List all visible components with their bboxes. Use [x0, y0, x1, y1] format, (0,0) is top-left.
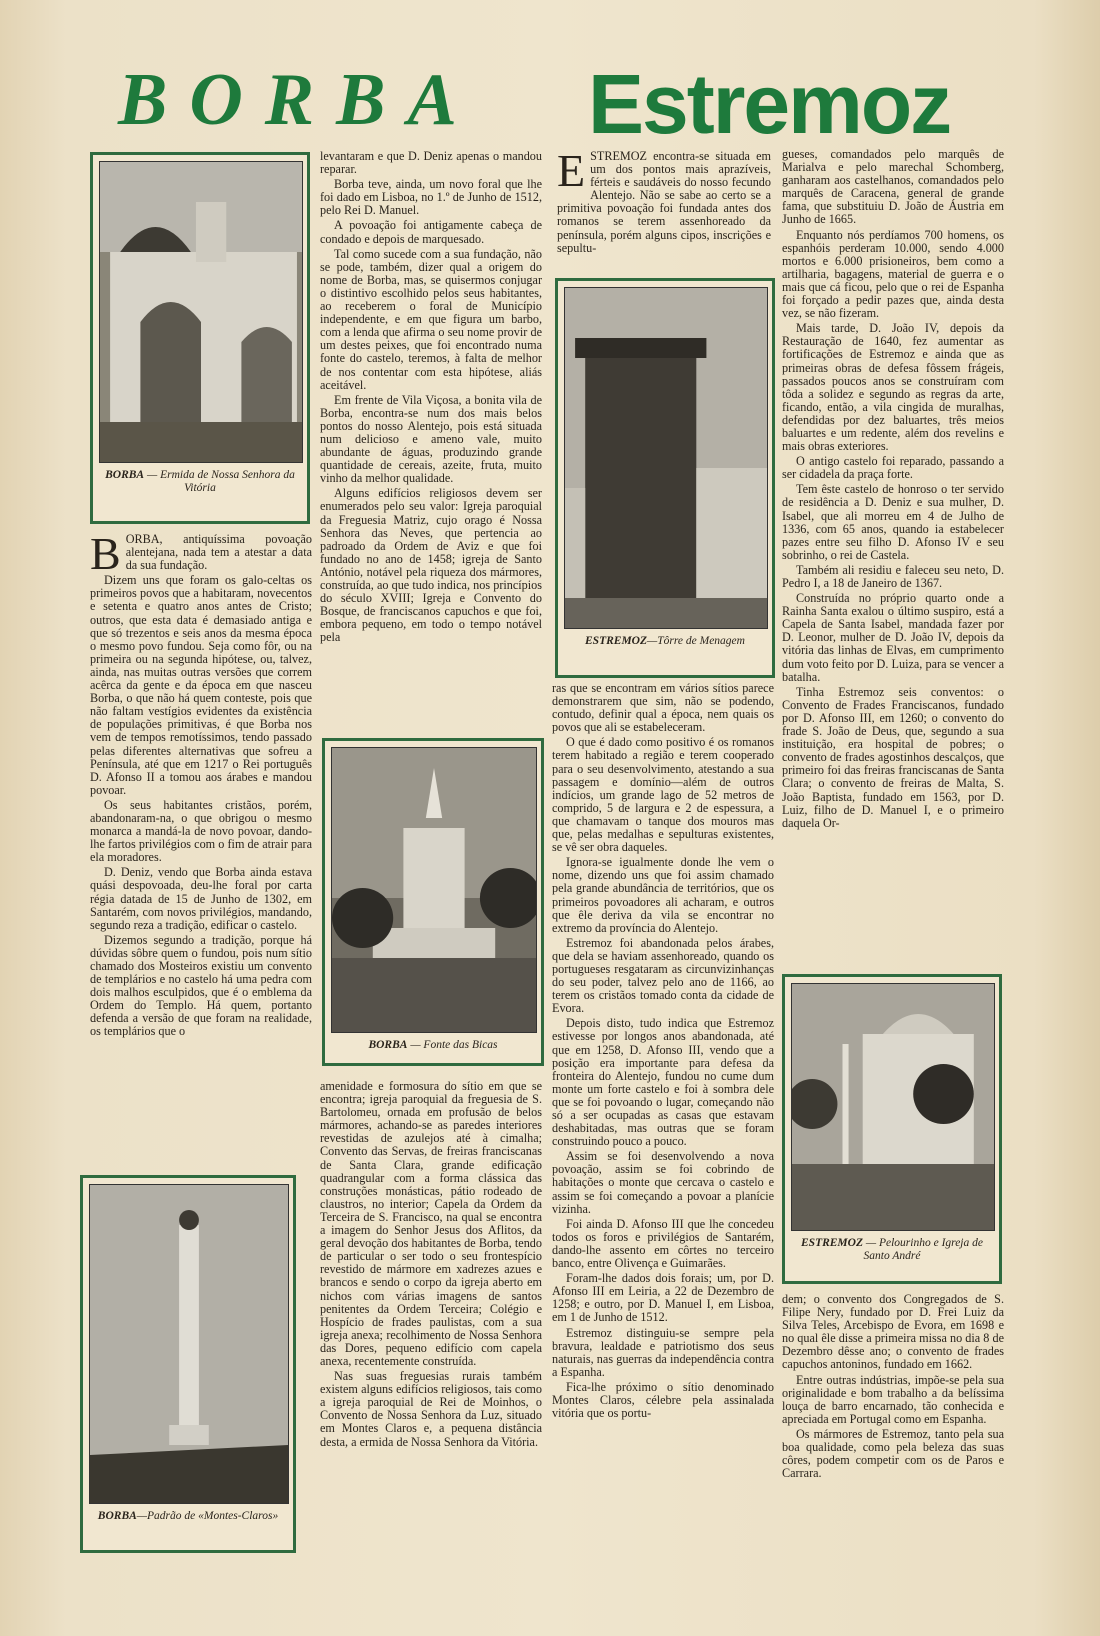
title-estremoz: Estremoz: [588, 57, 951, 151]
col3-p9: Foram-lhe dados dois forais; um, por D. Afonso III em Leiria, a 22 de Dezembro de 1258; e outro, por D. Manuel I, em Lisboa, em 1 de Junho de 1512.: [552, 1271, 774, 1325]
col2-p2: Borba teve, ainda, um novo foral que lhe foi dado em Lisboa, no 1.º de Junho de 1512, pelo Rei D. Manuel.: [320, 177, 542, 218]
title-borba: BORBA: [118, 59, 479, 141]
photo-ermida: [90, 152, 310, 524]
torre-photo: [564, 287, 768, 629]
ermida-photo: [99, 161, 303, 463]
col3-p4: Ignora-se igualmente donde lhe vem o nome, dizendo uns que foi assim chamado pela grande abundância de territórios, que os primeiros povoadores ali acharam, e outros que êle deriva da vila se encontrar no extremo da província do Alentejo.: [552, 855, 774, 935]
column-3-bottom: [552, 682, 774, 1422]
col2-p6: Alguns edifícios religiosos devem ser enumerados pelo seu valor: Igreja paroquial da Freguesia Matriz, cujo orago é Nossa Senhora das Neves, que pertencia ao padroado da Ordem de Aviz e que foi fundado no ano de 1458; igreja de Santo António, notável pela riqueza dos mármores, construída, ao que tudo indica, nos princípios do século XVIII; Igreja e Convento do Bosque, de franciscanos capuchos e que foi, embora pequeno, em todo o tempo notável pela: [320, 486, 542, 645]
pelourinho-photo: [791, 983, 995, 1231]
col4-p5: Tem êste castelo de honroso o ter servido de residência a D. Deniz e sua mulher, D. Isabel, que ali morreu em 4 de Julho de 1336, com 65 anos, quando ia estabelecer pazes entre seu filho D. Afonso IV e seu sobrinho, o rei de Castela.: [782, 482, 1004, 562]
col1-p5: Dizemos segundo a tradição, porque há dúvidas sôbre quem o fundou, pois num sítio chamado dos Mosteiros existiu um convento de templários e no castelo há uma pedra com dois malhos esculpidos, que é o emblema da Ordem do Templo. Há quem, portanto defenda a versão de que foram na realidade, os templários que o: [90, 932, 312, 1039]
column-1: [90, 528, 312, 1041]
col2-p8: Nas suas freguesias rurais também existem alguns edifícios religiosos, tais como a igreja paroquial de Rei de Moinhos, o Convento de Nossa Senhora da Luz, situado em Montes Claros e, a pequena distância desta, a ermida de Nossa Senhora da Vitória.: [320, 1369, 542, 1449]
col4-p9: dem; o convento dos Congregados de S. Filipe Nery, fundado por D. Frei Luiz da Silva Teles, Arcebispo de Evora, em 1698 e no qual êle disse a primeira missa no dia 8 de Dezembro dêsse ano; o convento de frades capuchos antoninos, fundado em 1662.: [782, 1292, 1004, 1372]
photo-pelourinho: [782, 974, 1002, 1284]
col4-p1: gueses, comandados pelo marquês de Marialva e pelo marechal Schomberg, ganharam aos castelhanos, comandados pelo marquês de Caracena, general de grande fama, que substituiu D. João de Áustria em Junho de 1665.: [782, 147, 1004, 227]
col3-p1: ESTREMOZ encontra-se situada em um dos pontos mais aprazíveis, férteis e saudáveis do nosso fecundo Alentejo. Não se sabe ao certo se a primitiva povoação foi fundada antes dos romanos se terem assenhoreado da península, porém alguns cipos, inscrições e sepultu-: [557, 145, 771, 255]
col3-p5: Estremoz foi abandonada pelos árabes, que dela se haviam assenhoreado, quando os portugueses resgataram as circunvizinhanças do seu poder, talvez pelo ano de 1166, ao terem os cristãos tomado conta da cidade de Evora.: [552, 935, 774, 1016]
caption-ermida: BORBA — Ermida de Nossa Senhora da Vitória: [105, 469, 295, 494]
col4-p6: Também ali residiu e faleceu seu neto, D. Pedro I, a 18 de Janeiro de 1367.: [782, 562, 1004, 590]
col1-p3: Os seus habitantes cristãos, porém, abandonaram-na, o que obrigou o mesmo monarca a mandá-la de novo povoar, dando-lhe fartos privilégios com o fim de atrair para ela moradores.: [90, 797, 312, 865]
dropcap-e: E: [557, 145, 586, 196]
caption-pelourinho: ESTREMOZ — Pelourinho e Igreja de Santo André: [801, 1237, 983, 1262]
column-2: [320, 150, 542, 646]
col4-p10: Entre outras indústrias, impõe-se pela sua originalidade e bom trabalho a da belíssima louça de barro encarnado, tão conhecida e apreciada em Portugal como em Espanha.: [782, 1372, 1004, 1426]
photo-padrao: [80, 1175, 296, 1553]
col3-p8: Foi ainda D. Afonso III que lhe concedeu todos os foros e privilégios de Santarém, dando-lhe assento em côrtes no terceiro banco, entre Olivença e Guimarães.: [552, 1216, 774, 1271]
col3-p2: ras que se encontram em vários sítios parece demonstrarem que sim, não se podendo, contudo, definir qual a época, nem quais os povos que ali se estabeleceram.: [552, 681, 774, 735]
photo-fonte: [322, 738, 544, 1066]
col1-p4: D. Deniz, vendo que Borba ainda estava quási despovoada, deu-lhe foral por carta régia datada de 15 de Junho de 1302, em Santarém, com novos privilégios, mandando, segundo reza a tradição, edificar o castelo.: [90, 865, 312, 932]
caption-padrao: BORBA—Padrão de «Montes-Claros»: [97, 1510, 279, 1522]
col4-p3: Mais tarde, D. João IV, depois da Restauração de 1640, fez aumentar as fortificações de Estremoz e ainda que as primeiras obras de defesa fôssem frágeis, passados poucos anos se construíram com tôda a solidez e segundo as regras da arte, ficando, então, a vila cingida de muralhas, defendidas por dez baluartes, três meios baluartes e um redente, além dos revelins e mais obras exteriores.: [782, 321, 1004, 454]
col4-p8: Tinha Estremoz seis conventos: o Convento de Frades Franciscanos, fundado por D. Afonso III, em 1260; o convento do frade S. João de Deus, que, segundo a sua instituição, era hospital de pobres; o convento de frades agostinhos descalços, que primeiro foi das freiras franciscanas de Santa Clara; o convento de freiras de Malta, S. João Baptista, fundado em 1563, por D. Luiz, filho de D. Manuel I, e o primeiro daquela Or-: [782, 684, 1004, 830]
col2-p4: Tal como sucede com a sua fundação, não se pode, também, dizer qual a origem do nome de Borba, mas, se quisermos conjugar o distintivo escolhido pelos seus habitantes, ao receberem o foral de Município independente, e em que figura um barbo, com a lenda que afirma o seu nome provir de um destes peixes, que foi encontrado numa fonte do castelo, teremos, à falta de melhor de nos contentar com esta hipótese, aliás aceitável.: [320, 246, 542, 392]
col1-p1: BORBA, antiquíssima povoação alentejana, nada tem a atestar a data da sua fundação.: [90, 528, 312, 579]
col2-p1: levantaram e que D. Deniz apenas o mandou reparar.: [320, 149, 542, 177]
column-2-bottom: [320, 1080, 542, 1451]
col4-p4: O antigo castelo foi reparado, passando a ser cidadela da praça forte.: [782, 454, 1004, 482]
col4-p11: Os mármores de Estremoz, tanto pela sua boa qualidade, como pela beleza das suas côres, podem competir com os de Paros e Carrara.: [782, 1426, 1004, 1481]
caption-torre: ESTREMOZ—Tôrre de Menagem: [585, 635, 745, 647]
caption-fonte: BORBA — Fonte das Bicas: [368, 1039, 498, 1051]
col3-p7: Assim se foi desenvolvendo a nova povoação, assim se foi cobrindo de habitações o monte que cercava o castelo e assim se foi começando a povoar a planície vizinha.: [552, 1149, 774, 1216]
padrao-photo: [89, 1184, 289, 1504]
col1-p2: Dizem uns que foram os galo-celtas os primeiros povos que a habitaram, novecentos e setenta e quatro anos antes de Cristo; outros, que esta data é demasiado antiga e que só trezentos e seis anos da mesma época o mesmo povo fundou. Seja como fôr, ou na primeira ou na segunda hipótese, ou, talvez, ainda, nas muitas outras versões que correm acêrca da gente e da época em que nasceu Borba, o que não há quem conteste, pois que não faltam vestígios evidentes da existência de populações primitivas, é que Borba nos vem de tempos remotíssimos, tendo passado pelas diferentes alternativas que sofreu a Península, até que em 1217 o Rei português D. Afonso II a tomou aos árabes e mandou povoar.: [90, 573, 312, 797]
col3-p3: O que é dado como positivo é os romanos terem habitado a região e terem cooperado para o seu desenvolvimento, atestando a sua passagem e domínio—além de outros indícios, um grande lago de 52 metros de comprido, 5 de largura e 2 de espessura, a que chamavam o tanque dos mouros mas que, pelas medalhas e sepulturas existentes, se vê ser obra daqueles.: [552, 735, 774, 855]
col4-p2: Enquanto nós perdíamos 700 homens, os espanhóis perderam 10.000, sendo 4.000 mortos e 6.000 prisioneiros, bem como a artilharia, bagagens, material de guerra e o mais que cá ficou, pelo que o rei de Espanha foi forçado a pedir pazes que, ainda desta vez, se não fizeram.: [782, 227, 1004, 321]
col2-p7: amenidade e formosura do sítio em que se encontra; igreja paroquial da freguesia de S. Bartolomeu, ornada em profusão de belos mármores, achando-se as paredes interiores revestidas de azulejos até à cimalha; Convento das Servas, de freiras franciscanas de Santa Clara, grande edificação quadrangular com a forma clássica das construções monásticas, pátio rodeado de claustros, no interior; Capela da Ordem da Terceira de S. Francisco, na qual se encontra a imagem do Senhor Jesus dos Aflitos, da geral devoção dos habitantes de Borba, tendo de particular o ser todo o seu frontespício revestido de mármore em xadrezes azues e brancos e sendo o corpo da igreja aberto em nichos com várias imagens de santos penitentes da Ordem Terceira; Colégio e Hospício de frades paulistas, com a sua igreja anexa; recolhimento de Nossa Senhora das Dores, pequeno edifício com capela anexa, recentemente construída.: [320, 1079, 542, 1368]
col2-p5: Em frente de Vila Viçosa, a bonita vila de Borba, encontra-se num dos mais belos pontos do nosso Alentejo, pois está situada num delicioso e ameno vale, muito abundante de águas, produzindo grande quantidade de cereais, azeite, fruta, muito vinho da melhor qualidade.: [320, 392, 542, 486]
col4-p7: Construída no próprio quarto onde a Rainha Santa exalou o último suspiro, está a Capela de Santa Isabel, mandada fazer por D. Leonor, mulher de D. João IV, depois da vitória das linhas de Elvas, em cumprimento dum voto feito por D. Luiza, para se vencer a batalha.: [782, 591, 1004, 684]
column-4: [782, 148, 1004, 832]
column-3: [557, 145, 771, 257]
col3-p11: Fica-lhe próximo o sítio denominado Montes Claros, célebre pela assinalada vitória que os portu-: [552, 1379, 774, 1421]
photo-torre: [555, 278, 775, 678]
dropcap-b: B: [90, 528, 121, 579]
col2-p3: A povoação foi antigamente cabeça de condado e depois de marquesado.: [320, 218, 542, 246]
fonte-photo: [331, 747, 537, 1033]
col3-p10: Estremoz distinguiu-se sempre pela bravura, lealdade e patriotismo dos seus naturais, nas guerras da independência contra a Espanha.: [552, 1325, 774, 1379]
col3-p6: Depois disto, tudo indica que Estremoz estivesse por longos anos abandonada, até que em 1258, D. Afonso III, vendo que a posição era importante para defesa da fronteira do Alentejo, fundou no cume dum monte um forte castelo e foi à sombra dele que se foi povoando o lugar, começando não só a ser ocupadas as casas que estavam deshabitadas, mas outras que se foram construindo pouco a pouco.: [552, 1016, 774, 1149]
column-4-bottom: [782, 1293, 1004, 1482]
